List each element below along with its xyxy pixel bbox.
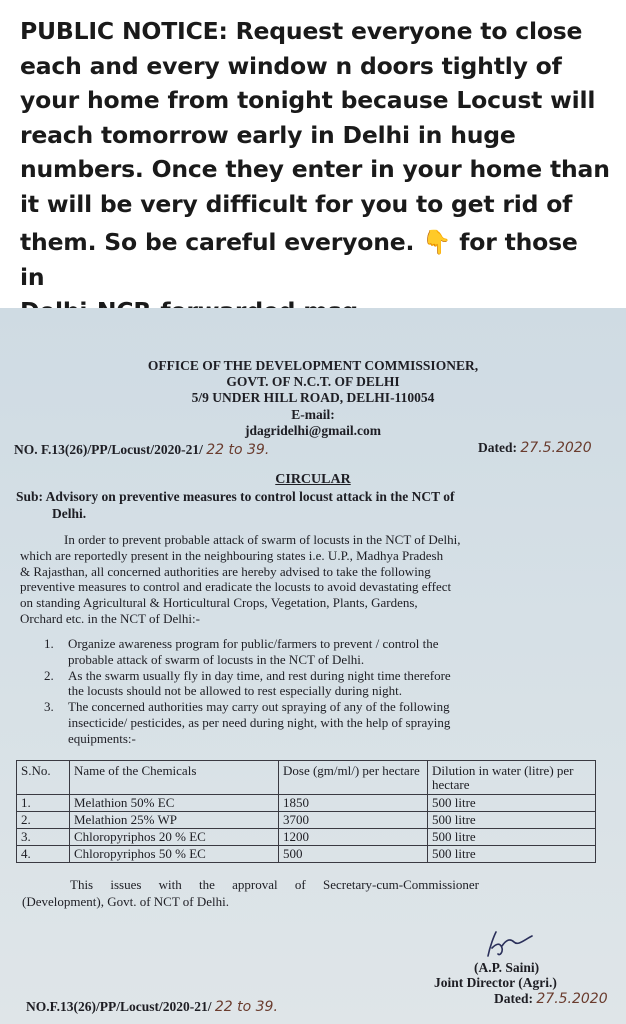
signature-scribble xyxy=(480,928,540,962)
para-line: on standing Agricultural & Horticultural Crops, Vegetation, Plants, Gardens, xyxy=(20,595,418,611)
col-dilution: Dilution in water (litre) per hectare xyxy=(428,761,596,795)
measure-line: As the swarm usually fly in day time, and rest during night time therefore xyxy=(68,667,451,683)
forwarded-message-text xyxy=(0,0,626,300)
subject xyxy=(16,488,606,522)
email-label: E-mail: xyxy=(291,407,335,422)
cell-chemical: Melathion 50% EC xyxy=(70,795,279,812)
cell-chemical: Melathion 25% WP xyxy=(70,812,279,829)
measure-item xyxy=(44,699,592,746)
reference-number xyxy=(14,442,269,458)
cell-chemical: Chloropyriphos 20 % EC xyxy=(70,829,279,846)
col-chemical: Name of the Chemicals xyxy=(70,761,279,795)
measure-line: Organize awareness program for public/farmers to prevent / control the xyxy=(68,636,439,651)
table-row xyxy=(17,795,596,812)
handwritten-reference: 22 to 39. xyxy=(206,442,270,458)
cell-sno: 3. xyxy=(17,829,70,846)
pointing-down-hand-icon: 👇 xyxy=(422,228,452,256)
notice-line: it will be very difficult for you to get rid of xyxy=(20,189,573,218)
approval-line: (Development), Govt. of NCT of Delhi. xyxy=(22,894,229,909)
reference-number-text: NO. F.13(26)/PP/Locust/2020-21/ xyxy=(14,442,203,457)
notice-line: your home from tonight because Locust will xyxy=(20,86,596,114)
para-line: which are reportedly present in the neighbouring states i.e. U.P., Madhya Pradesh xyxy=(20,547,444,563)
dated xyxy=(478,440,592,456)
col-dose: Dose (gm/ml/) per hectare xyxy=(279,761,428,795)
notice-line-text: them. So be careful everyone. xyxy=(20,228,415,256)
cell-dose: 3700 xyxy=(279,812,428,829)
dated-label: Dated: xyxy=(478,440,517,455)
measure-line: equipments:- xyxy=(68,730,136,746)
subject-line: Sub: Advisory on preventive measures to control locust attack in the NCT of xyxy=(16,489,455,504)
footer-reference-text: NO.F.13(26)/PP/Locust/2020-21/ xyxy=(26,999,212,1014)
cell-dilution: 500 litre xyxy=(428,846,596,863)
footer-reference-number xyxy=(26,999,278,1015)
table-header-row xyxy=(17,761,596,795)
cell-dose: 500 xyxy=(279,846,428,863)
subject-line-cont: Delhi. xyxy=(52,506,87,521)
cell-sno: 4. xyxy=(17,846,70,863)
email-address: jdagridelhi@gmail.com xyxy=(245,423,381,438)
circular-title: CIRCULAR xyxy=(275,472,351,487)
table-row xyxy=(17,846,596,863)
signatory-designation: Joint Director (Agri.) xyxy=(434,975,557,990)
table-row xyxy=(17,829,596,846)
measure-line: probable attack of swarm of locusts in the NCT of Delhi. xyxy=(68,651,365,667)
chemicals-table xyxy=(16,760,596,863)
cell-dilution: 500 litre xyxy=(428,795,596,812)
cell-dilution: 500 litre xyxy=(428,829,596,846)
col-sno: S.No. xyxy=(17,761,70,795)
measure-number: 3. xyxy=(44,699,54,715)
measure-number: 1. xyxy=(44,636,54,651)
office-header: OFFICE OF THE DEVELOPMENT COMMISSIONER, xyxy=(147,358,479,373)
notice-line: each and every window n doors tightly of xyxy=(20,51,562,80)
cell-dose: 1200 xyxy=(279,829,428,846)
notice-line: PUBLIC NOTICE: Request everyone to close xyxy=(20,17,583,45)
para-line: In order to prevent probable attack of swarm of locusts in the NCT of Delhi, xyxy=(64,532,461,547)
notice-line xyxy=(20,225,610,294)
govt-header: GOVT. OF N.C.T. OF DELHI xyxy=(226,374,400,389)
approval-note xyxy=(22,876,597,910)
measures-list xyxy=(44,636,592,747)
cell-sno: 1. xyxy=(17,795,70,812)
measure-item xyxy=(44,636,592,668)
address-header: 5/9 UNDER HILL ROAD, DELHI-110054 xyxy=(191,390,435,405)
measure-line: insecticide/ pesticides, as per need during night, with the help of spraying xyxy=(68,714,451,730)
intro-paragraph xyxy=(20,532,600,627)
footer-handwritten-reference: 22 to 39. xyxy=(214,999,278,1015)
footer-handwritten-date: 27.5.2020 xyxy=(536,991,608,1007)
measure-line: The concerned authorities may carry out spraying of any of the following xyxy=(68,699,450,715)
approval-line: This issues with the approval of Secretary-cum-Commissioner xyxy=(70,877,479,892)
measure-line: the locusts should not be allowed to rest especially during night. xyxy=(68,683,402,699)
para-line: Orchard etc. in the NCT of Delhi:- xyxy=(20,610,200,626)
cell-sno: 2. xyxy=(17,812,70,829)
table-row xyxy=(17,812,596,829)
notice-line: reach tomorrow early in Delhi in huge xyxy=(20,120,516,149)
cell-chemical: Chloropyriphos 50 % EC xyxy=(70,846,279,863)
measure-number: 2. xyxy=(44,667,54,683)
notice-line-text: for those in xyxy=(20,228,578,291)
measure-item xyxy=(44,668,592,700)
notice-line: numbers. Once they enter in your home than xyxy=(20,155,610,183)
signatory-name: (A.P. Saini) xyxy=(474,960,540,975)
circular-document-photo xyxy=(0,308,626,1024)
para-line: & Rajasthan, all concerned authorities are hereby advised to take the following xyxy=(20,563,431,579)
handwritten-date: 27.5.2020 xyxy=(520,440,592,456)
footer-dated-label: Dated: xyxy=(494,991,533,1006)
footer-dated xyxy=(494,991,608,1007)
cell-dilution: 500 litre xyxy=(428,812,596,829)
para-line: preventive measures to control and eradicate the locusts to avoid devastating effect xyxy=(20,579,452,595)
cell-dose: 1850 xyxy=(279,795,428,812)
